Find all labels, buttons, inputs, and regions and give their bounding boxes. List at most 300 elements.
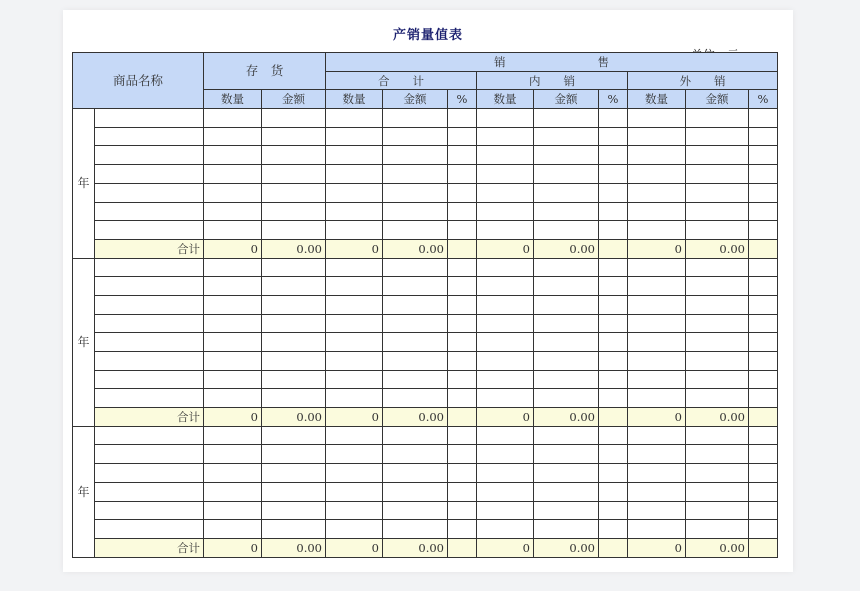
export-qty-cell[interactable] [628, 445, 686, 464]
domestic-pct-cell[interactable] [599, 146, 628, 165]
domestic-pct-cell[interactable] [599, 501, 628, 520]
product-name-cell[interactable] [95, 482, 204, 501]
domestic-pct-cell[interactable] [599, 109, 628, 128]
inventory-amount-cell[interactable] [262, 202, 326, 221]
domestic-amount-cell[interactable] [534, 183, 599, 202]
subtotal-export-pct[interactable] [749, 538, 778, 557]
total-amount-cell[interactable] [383, 464, 448, 483]
subtotal-export-qty[interactable]: 0 [628, 408, 686, 427]
inventory-amount-cell[interactable] [262, 464, 326, 483]
export-qty-cell[interactable] [628, 520, 686, 539]
domestic-qty-cell[interactable] [477, 520, 534, 539]
total-qty-cell[interactable] [326, 464, 383, 483]
domestic-qty-cell[interactable] [477, 389, 534, 408]
total-amount-cell[interactable] [383, 370, 448, 389]
inventory-qty-cell[interactable] [204, 314, 262, 333]
table-row [73, 146, 778, 165]
inventory-qty-cell[interactable] [204, 165, 262, 184]
inventory-amount-cell[interactable] [262, 165, 326, 184]
domestic-qty-cell[interactable] [477, 109, 534, 128]
total-qty-cell[interactable] [326, 389, 383, 408]
total-amount-cell[interactable] [383, 165, 448, 184]
total-pct-cell[interactable] [448, 352, 477, 371]
subtotal-export-qty[interactable]: 0 [628, 538, 686, 557]
total-qty-cell[interactable] [326, 258, 383, 277]
total-qty-cell[interactable] [326, 202, 383, 221]
domestic-pct-cell[interactable] [599, 183, 628, 202]
export-qty-cell[interactable] [628, 314, 686, 333]
domestic-pct-cell[interactable] [599, 277, 628, 296]
total-pct-cell[interactable] [448, 464, 477, 483]
total-pct-cell[interactable] [448, 333, 477, 352]
export-qty-cell[interactable] [628, 221, 686, 240]
subtotal-row [73, 239, 778, 258]
domestic-pct-cell[interactable] [599, 464, 628, 483]
product-name-cell[interactable] [95, 426, 204, 445]
export-amount-cell[interactable] [686, 426, 749, 445]
inventory-amount-cell[interactable] [262, 445, 326, 464]
subtotal-inventory-amount[interactable]: 0.00 [262, 538, 326, 557]
domestic-amount-cell[interactable] [534, 370, 599, 389]
export-amount-cell[interactable] [686, 109, 749, 128]
inventory-qty-cell[interactable] [204, 333, 262, 352]
total-qty-cell[interactable] [326, 370, 383, 389]
export-amount-cell[interactable] [686, 501, 749, 520]
product-name-cell[interactable] [95, 295, 204, 314]
product-name-cell[interactable] [95, 221, 204, 240]
subtotal-domestic-pct[interactable] [599, 239, 628, 258]
subtotal-inventory-qty[interactable]: 0 [204, 408, 262, 427]
inventory-qty-cell[interactable] [204, 277, 262, 296]
inventory-amount-cell[interactable] [262, 520, 326, 539]
export-qty-cell[interactable] [628, 109, 686, 128]
table-row [73, 109, 778, 128]
subtotal-total-amount[interactable]: 0.00 [383, 408, 448, 427]
subtotal-export-pct[interactable] [749, 239, 778, 258]
total-amount-cell[interactable] [383, 389, 448, 408]
domestic-qty-cell[interactable] [477, 426, 534, 445]
inventory-amount-cell[interactable] [262, 482, 326, 501]
product-name-cell[interactable] [95, 183, 204, 202]
total-qty-cell[interactable] [326, 221, 383, 240]
export-amount-cell[interactable] [686, 352, 749, 371]
export-qty-cell[interactable] [628, 426, 686, 445]
export-amount-cell[interactable] [686, 295, 749, 314]
domestic-qty-cell[interactable] [477, 445, 534, 464]
subtotal-inventory-qty[interactable]: 0 [204, 239, 262, 258]
export-pct-cell[interactable] [749, 445, 778, 464]
total-qty-cell[interactable] [326, 426, 383, 445]
export-pct-cell[interactable] [749, 370, 778, 389]
domestic-qty-cell[interactable] [477, 352, 534, 371]
product-name-cell[interactable] [95, 146, 204, 165]
total-qty-cell[interactable] [326, 314, 383, 333]
total-qty-cell[interactable] [326, 109, 383, 128]
total-amount-cell[interactable] [383, 258, 448, 277]
subtotal-inventory-qty[interactable]: 0 [204, 538, 262, 557]
domestic-pct-cell[interactable] [599, 389, 628, 408]
subtotal-export-amount[interactable]: 0.00 [686, 239, 749, 258]
domestic-amount-cell[interactable] [534, 445, 599, 464]
inventory-qty-cell[interactable] [204, 146, 262, 165]
export-pct-cell[interactable] [749, 277, 778, 296]
total-qty-cell[interactable] [326, 520, 383, 539]
total-pct-cell[interactable] [448, 370, 477, 389]
export-pct-cell[interactable] [749, 501, 778, 520]
domestic-pct-cell[interactable] [599, 127, 628, 146]
total-qty-cell[interactable] [326, 165, 383, 184]
total-pct-cell[interactable] [448, 127, 477, 146]
inventory-amount-cell[interactable] [262, 127, 326, 146]
total-qty-cell[interactable] [326, 352, 383, 371]
export-pct-cell[interactable] [749, 146, 778, 165]
total-pct-cell[interactable] [448, 520, 477, 539]
inventory-qty-cell[interactable] [204, 221, 262, 240]
total-qty-cell[interactable] [326, 183, 383, 202]
export-pct-cell[interactable] [749, 426, 778, 445]
domestic-amount-cell[interactable] [534, 501, 599, 520]
year-label: 年 [73, 426, 95, 557]
total-amount-cell[interactable] [383, 127, 448, 146]
domestic-pct-cell[interactable] [599, 202, 628, 221]
domestic-pct-cell[interactable] [599, 520, 628, 539]
subtotal-domestic-amount[interactable]: 0.00 [534, 239, 599, 258]
inventory-amount-cell[interactable] [262, 352, 326, 371]
domestic-qty-cell[interactable] [477, 482, 534, 501]
subtotal-total-amount[interactable]: 0.00 [383, 538, 448, 557]
subtotal-total-qty[interactable]: 0 [326, 239, 383, 258]
inventory-amount-cell[interactable] [262, 221, 326, 240]
total-qty-cell[interactable] [326, 295, 383, 314]
domestic-amount-cell[interactable] [534, 127, 599, 146]
export-qty-cell[interactable] [628, 482, 686, 501]
inventory-qty-cell[interactable] [204, 109, 262, 128]
inventory-qty-cell[interactable] [204, 426, 262, 445]
inventory-amount-cell[interactable] [262, 109, 326, 128]
domestic-amount-cell[interactable] [534, 146, 599, 165]
header-domestic-amount: 金额 [534, 90, 599, 109]
export-pct-cell[interactable] [749, 258, 778, 277]
inventory-qty-cell[interactable] [204, 127, 262, 146]
domestic-qty-cell[interactable] [477, 370, 534, 389]
domestic-pct-cell[interactable] [599, 370, 628, 389]
inventory-qty-cell[interactable] [204, 258, 262, 277]
domestic-amount-cell[interactable] [534, 258, 599, 277]
domestic-pct-cell[interactable] [599, 445, 628, 464]
inventory-qty-cell[interactable] [204, 445, 262, 464]
inventory-amount-cell[interactable] [262, 258, 326, 277]
export-amount-cell[interactable] [686, 183, 749, 202]
inventory-qty-cell[interactable] [204, 183, 262, 202]
domestic-qty-cell[interactable] [477, 501, 534, 520]
inventory-amount-cell[interactable] [262, 277, 326, 296]
inventory-amount-cell[interactable] [262, 333, 326, 352]
domestic-pct-cell[interactable] [599, 295, 628, 314]
subtotal-export-qty[interactable]: 0 [628, 239, 686, 258]
domestic-amount-cell[interactable] [534, 202, 599, 221]
total-amount-cell[interactable] [383, 352, 448, 371]
inventory-qty-cell[interactable] [204, 370, 262, 389]
product-name-cell[interactable] [95, 445, 204, 464]
domestic-amount-cell[interactable] [534, 333, 599, 352]
total-pct-cell[interactable] [448, 146, 477, 165]
export-amount-cell[interactable] [686, 482, 749, 501]
total-pct-cell[interactable] [448, 258, 477, 277]
domestic-qty-cell[interactable] [477, 183, 534, 202]
total-qty-cell[interactable] [326, 277, 383, 296]
header-inventory-amount: 金额 [262, 90, 326, 109]
domestic-qty-cell[interactable] [477, 464, 534, 483]
total-amount-cell[interactable] [383, 501, 448, 520]
total-pct-cell[interactable] [448, 389, 477, 408]
domestic-pct-cell[interactable] [599, 314, 628, 333]
total-pct-cell[interactable] [448, 109, 477, 128]
domestic-qty-cell[interactable] [477, 277, 534, 296]
table-row [73, 464, 778, 483]
export-qty-cell[interactable] [628, 389, 686, 408]
inventory-amount-cell[interactable] [262, 295, 326, 314]
inventory-amount-cell[interactable] [262, 389, 326, 408]
header-domestic-pct: % [599, 90, 628, 109]
total-qty-cell[interactable] [326, 333, 383, 352]
domestic-amount-cell[interactable] [534, 295, 599, 314]
export-qty-cell[interactable] [628, 277, 686, 296]
header-inventory: 存 货 [204, 53, 326, 90]
export-amount-cell[interactable] [686, 258, 749, 277]
subtotal-total-pct[interactable] [448, 538, 477, 557]
total-pct-cell[interactable] [448, 314, 477, 333]
product-name-cell[interactable] [95, 109, 204, 128]
total-amount-cell[interactable] [383, 277, 448, 296]
total-amount-cell[interactable] [383, 426, 448, 445]
inventory-amount-cell[interactable] [262, 314, 326, 333]
header-sales: 销 售 [326, 53, 778, 72]
export-pct-cell[interactable] [749, 520, 778, 539]
domestic-qty-cell[interactable] [477, 221, 534, 240]
domestic-amount-cell[interactable] [534, 352, 599, 371]
subtotal-inventory-amount[interactable]: 0.00 [262, 239, 326, 258]
subtotal-inventory-amount[interactable]: 0.00 [262, 408, 326, 427]
export-amount-cell[interactable] [686, 146, 749, 165]
domestic-pct-cell[interactable] [599, 482, 628, 501]
inventory-qty-cell[interactable] [204, 520, 262, 539]
header-domestic-sales: 内 销 [477, 71, 628, 90]
total-amount-cell[interactable] [383, 482, 448, 501]
domestic-amount-cell[interactable] [534, 277, 599, 296]
total-pct-cell[interactable] [448, 482, 477, 501]
product-name-cell[interactable] [95, 277, 204, 296]
total-amount-cell[interactable] [383, 333, 448, 352]
total-pct-cell[interactable] [448, 426, 477, 445]
export-amount-cell[interactable] [686, 389, 749, 408]
inventory-qty-cell[interactable] [204, 295, 262, 314]
export-pct-cell[interactable] [749, 109, 778, 128]
total-amount-cell[interactable] [383, 295, 448, 314]
export-pct-cell[interactable] [749, 314, 778, 333]
subtotal-export-amount[interactable]: 0.00 [686, 408, 749, 427]
inventory-qty-cell[interactable] [204, 202, 262, 221]
product-name-cell[interactable] [95, 258, 204, 277]
export-amount-cell[interactable] [686, 370, 749, 389]
product-name-cell[interactable] [95, 333, 204, 352]
total-amount-cell[interactable] [383, 314, 448, 333]
export-qty-cell[interactable] [628, 333, 686, 352]
subtotal-domestic-qty[interactable]: 0 [477, 408, 534, 427]
subtotal-total-pct[interactable] [448, 239, 477, 258]
product-name-cell[interactable] [95, 501, 204, 520]
domestic-amount-cell[interactable] [534, 165, 599, 184]
total-qty-cell[interactable] [326, 146, 383, 165]
export-pct-cell[interactable] [749, 295, 778, 314]
export-pct-cell[interactable] [749, 333, 778, 352]
subtotal-domestic-pct[interactable] [599, 408, 628, 427]
subtotal-domestic-amount[interactable]: 0.00 [534, 538, 599, 557]
domestic-qty-cell[interactable] [477, 258, 534, 277]
export-amount-cell[interactable] [686, 277, 749, 296]
export-amount-cell[interactable] [686, 314, 749, 333]
export-pct-cell[interactable] [749, 127, 778, 146]
total-pct-cell[interactable] [448, 445, 477, 464]
table-row [73, 389, 778, 408]
export-amount-cell[interactable] [686, 333, 749, 352]
product-name-cell[interactable] [95, 352, 204, 371]
domestic-qty-cell[interactable] [477, 146, 534, 165]
total-pct-cell[interactable] [448, 183, 477, 202]
total-pct-cell[interactable] [448, 221, 477, 240]
domestic-amount-cell[interactable] [534, 482, 599, 501]
inventory-amount-cell[interactable] [262, 183, 326, 202]
total-amount-cell[interactable] [383, 221, 448, 240]
subtotal-label: 合计 [95, 408, 204, 427]
domestic-qty-cell[interactable] [477, 202, 534, 221]
domestic-qty-cell[interactable] [477, 127, 534, 146]
inventory-qty-cell[interactable] [204, 501, 262, 520]
inventory-qty-cell[interactable] [204, 482, 262, 501]
domestic-qty-cell[interactable] [477, 295, 534, 314]
total-qty-cell[interactable] [326, 482, 383, 501]
domestic-amount-cell[interactable] [534, 389, 599, 408]
inventory-amount-cell[interactable] [262, 426, 326, 445]
product-name-cell[interactable] [95, 370, 204, 389]
export-pct-cell[interactable] [749, 389, 778, 408]
export-qty-cell[interactable] [628, 202, 686, 221]
subtotal-total-amount[interactable]: 0.00 [383, 239, 448, 258]
export-qty-cell[interactable] [628, 258, 686, 277]
total-amount-cell[interactable] [383, 146, 448, 165]
subtotal-domestic-amount[interactable]: 0.00 [534, 408, 599, 427]
domestic-amount-cell[interactable] [534, 426, 599, 445]
export-amount-cell[interactable] [686, 165, 749, 184]
inventory-amount-cell[interactable] [262, 501, 326, 520]
export-qty-cell[interactable] [628, 352, 686, 371]
total-pct-cell[interactable] [448, 501, 477, 520]
domestic-qty-cell[interactable] [477, 165, 534, 184]
domestic-amount-cell[interactable] [534, 464, 599, 483]
total-amount-cell[interactable] [383, 520, 448, 539]
subtotal-domestic-qty[interactable]: 0 [477, 538, 534, 557]
domestic-pct-cell[interactable] [599, 333, 628, 352]
domestic-pct-cell[interactable] [599, 165, 628, 184]
total-amount-cell[interactable] [383, 109, 448, 128]
export-qty-cell[interactable] [628, 370, 686, 389]
total-qty-cell[interactable] [326, 501, 383, 520]
subtotal-export-amount[interactable]: 0.00 [686, 538, 749, 557]
export-amount-cell[interactable] [686, 520, 749, 539]
domestic-pct-cell[interactable] [599, 221, 628, 240]
export-qty-cell[interactable] [628, 165, 686, 184]
subtotal-total-qty[interactable]: 0 [326, 408, 383, 427]
domestic-amount-cell[interactable] [534, 221, 599, 240]
product-name-cell[interactable] [95, 202, 204, 221]
total-qty-cell[interactable] [326, 445, 383, 464]
total-pct-cell[interactable] [448, 202, 477, 221]
export-qty-cell[interactable] [628, 146, 686, 165]
subtotal-total-qty[interactable]: 0 [326, 538, 383, 557]
production-sales-table [72, 52, 778, 558]
domestic-amount-cell[interactable] [534, 314, 599, 333]
product-name-cell[interactable] [95, 464, 204, 483]
total-amount-cell[interactable] [383, 202, 448, 221]
inventory-qty-cell[interactable] [204, 389, 262, 408]
header-export-amount: 金额 [686, 90, 749, 109]
export-qty-cell[interactable] [628, 295, 686, 314]
export-pct-cell[interactable] [749, 183, 778, 202]
export-pct-cell[interactable] [749, 202, 778, 221]
export-amount-cell[interactable] [686, 221, 749, 240]
export-pct-cell[interactable] [749, 352, 778, 371]
export-amount-cell[interactable] [686, 445, 749, 464]
domestic-pct-cell[interactable] [599, 352, 628, 371]
product-name-cell[interactable] [95, 314, 204, 333]
subtotal-export-pct[interactable] [749, 408, 778, 427]
export-pct-cell[interactable] [749, 165, 778, 184]
export-amount-cell[interactable] [686, 464, 749, 483]
total-pct-cell[interactable] [448, 277, 477, 296]
export-amount-cell[interactable] [686, 202, 749, 221]
subtotal-total-pct[interactable] [448, 408, 477, 427]
export-qty-cell[interactable] [628, 183, 686, 202]
export-qty-cell[interactable] [628, 127, 686, 146]
total-pct-cell[interactable] [448, 295, 477, 314]
total-qty-cell[interactable] [326, 127, 383, 146]
export-pct-cell[interactable] [749, 464, 778, 483]
domestic-qty-cell[interactable] [477, 333, 534, 352]
product-name-cell[interactable] [95, 165, 204, 184]
export-pct-cell[interactable] [749, 221, 778, 240]
product-name-cell[interactable] [95, 389, 204, 408]
domestic-amount-cell[interactable] [534, 109, 599, 128]
product-name-cell[interactable] [95, 127, 204, 146]
product-name-cell[interactable] [95, 520, 204, 539]
domestic-qty-cell[interactable] [477, 314, 534, 333]
export-pct-cell[interactable] [749, 482, 778, 501]
total-amount-cell[interactable] [383, 445, 448, 464]
export-qty-cell[interactable] [628, 464, 686, 483]
export-qty-cell[interactable] [628, 501, 686, 520]
inventory-amount-cell[interactable] [262, 370, 326, 389]
domestic-pct-cell[interactable] [599, 258, 628, 277]
subtotal-domestic-qty[interactable]: 0 [477, 239, 534, 258]
subtotal-domestic-pct[interactable] [599, 538, 628, 557]
total-amount-cell[interactable] [383, 183, 448, 202]
domestic-amount-cell[interactable] [534, 520, 599, 539]
inventory-qty-cell[interactable] [204, 464, 262, 483]
export-amount-cell[interactable] [686, 127, 749, 146]
domestic-pct-cell[interactable] [599, 426, 628, 445]
inventory-qty-cell[interactable] [204, 352, 262, 371]
total-pct-cell[interactable] [448, 165, 477, 184]
inventory-amount-cell[interactable] [262, 146, 326, 165]
